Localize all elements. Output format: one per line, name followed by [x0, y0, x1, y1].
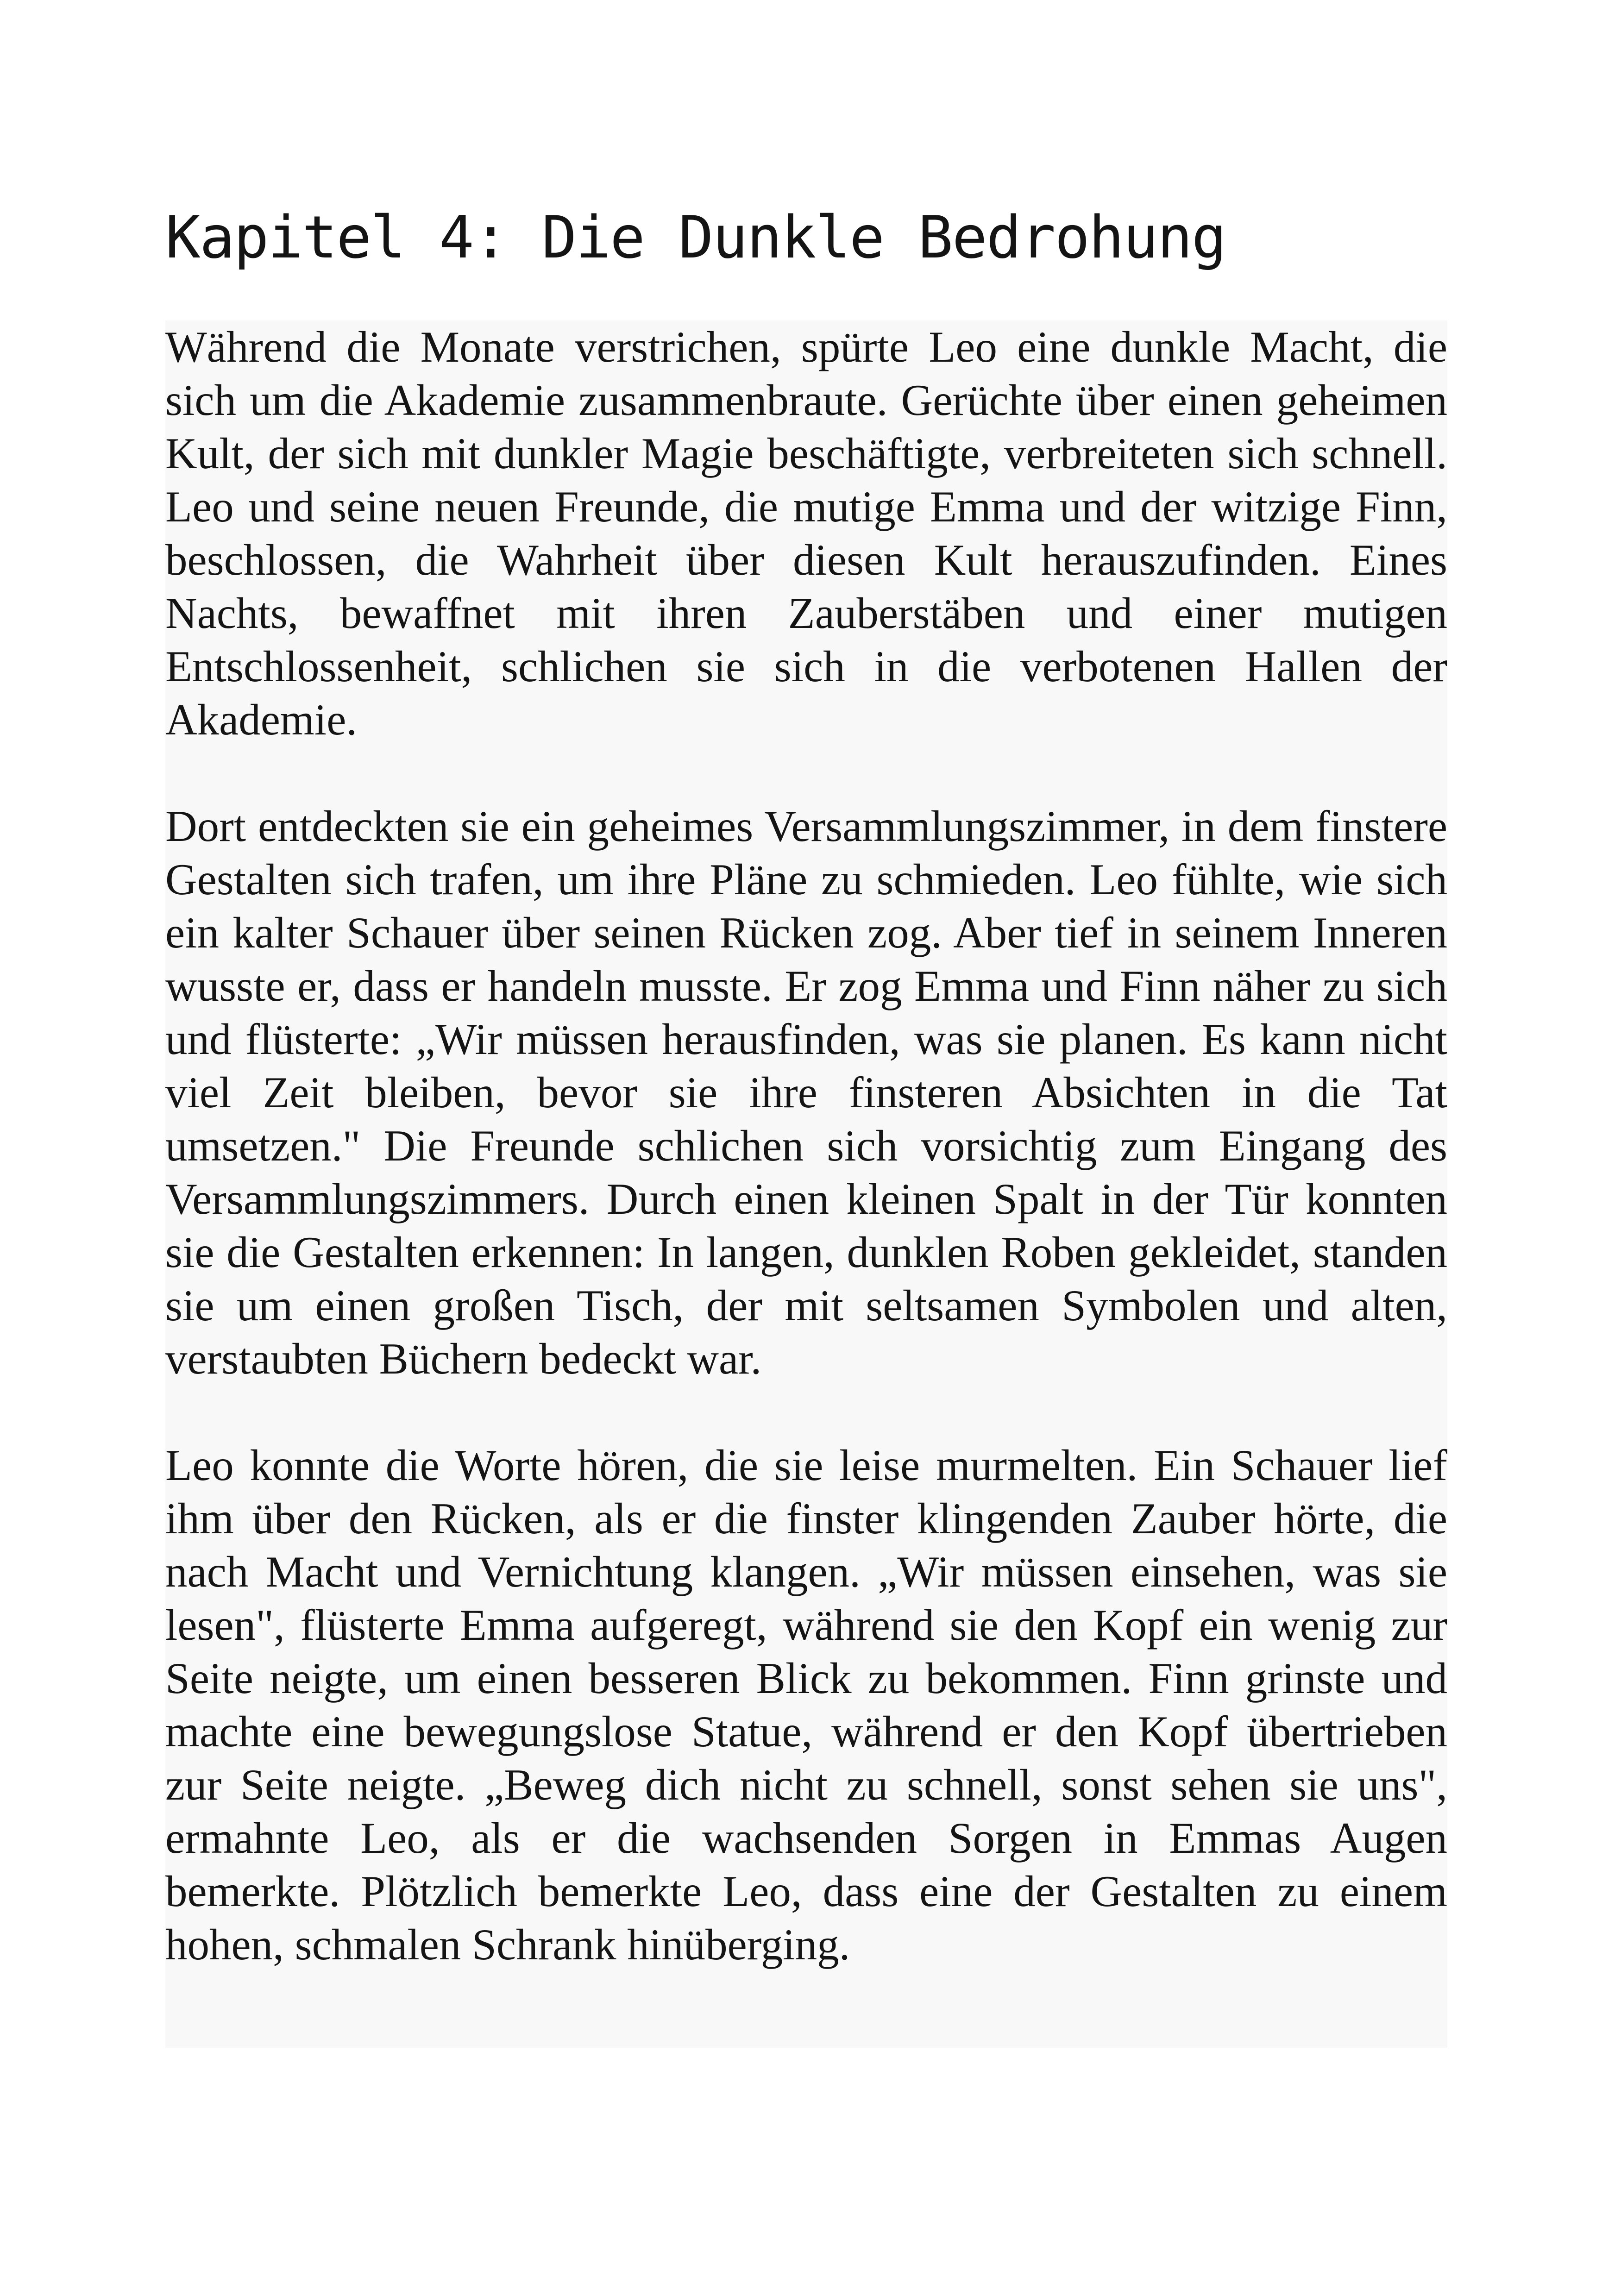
paragraph-2: Dort entdeckten sie ein geheimes Versammlungszimmer, in dem finstere Gestalten sich trafen, um ihre Pläne zu schmieden. Leo fühlte, wie sich ein kalter Schauer über seinen Rücken zog. Aber tief in seinem Inneren wusste er, dass er handeln musste. Er zog Emma und Finn näher zu sich und flüsterte: „Wir müssen herausfinden, was sie planen. Es kann nicht viel Zeit bleiben, bevor sie ihre finsteren Absichten in die Tat umsetzen." Die Freunde schlichen sich vorsichtig zum Eingang des Versammlungszimmers. Durch einen kleinen Spalt in der Tür konnten sie die Gestalten erkennen: In langen, dunklen Roben gekleidet, standen sie um einen großen Tisch, der mit seltsamen Symbolen und alten, verstaubten Büchern bedeckt war. — [165, 802, 1447, 1383]
body-text-block — [165, 320, 1447, 2048]
paragraph-1: Während die Monate verstrichen, spürte Leo eine dunkle Macht, die sich um die Akademie zusammenbraute. Gerüchte über einen geheimen Kult, der sich mit dunkler Magie beschäftigte, verbreiteten sich schnell. Leo und seine neuen Freunde, die mutige Emma und der witzige Finn, beschlossen, die Wahrheit über diesen Kult herauszufinden. Eines Nachts, bewaffnet mit ihren Zauberstäben und einer mutigen Entschlossenheit, schlichen sie sich in die verbotenen Hallen der Akademie. — [165, 322, 1447, 744]
paragraph-3: Leo konnte die Worte hören, die sie leise murmelten. Ein Schauer lief ihm über den Rücken, als er die finster klingenden Zauber hörte, die nach Macht und Vernichtung klangen. „Wir müssen einsehen, was sie lesen", flüsterte Emma aufgeregt, während sie den Kopf ein wenig zur Seite neigte, um einen besseren Blick zu bekommen. Finn grinste und machte eine bewegungslose Statue, während er den Kopf übertrieben zur Seite neigte. „Beweg dich nicht zu schnell, sonst sehen sie uns", ermahnte Leo, als er die wachsenden Sorgen in Emmas Augen bemerkte. Plötzlich bemerkte Leo, dass eine der Gestalten zu einem hohen, schmalen Schrank hinüberging. — [165, 1441, 1447, 1969]
chapter-title: Kapitel 4: Die Dunkle Bedrohung — [165, 203, 1226, 271]
